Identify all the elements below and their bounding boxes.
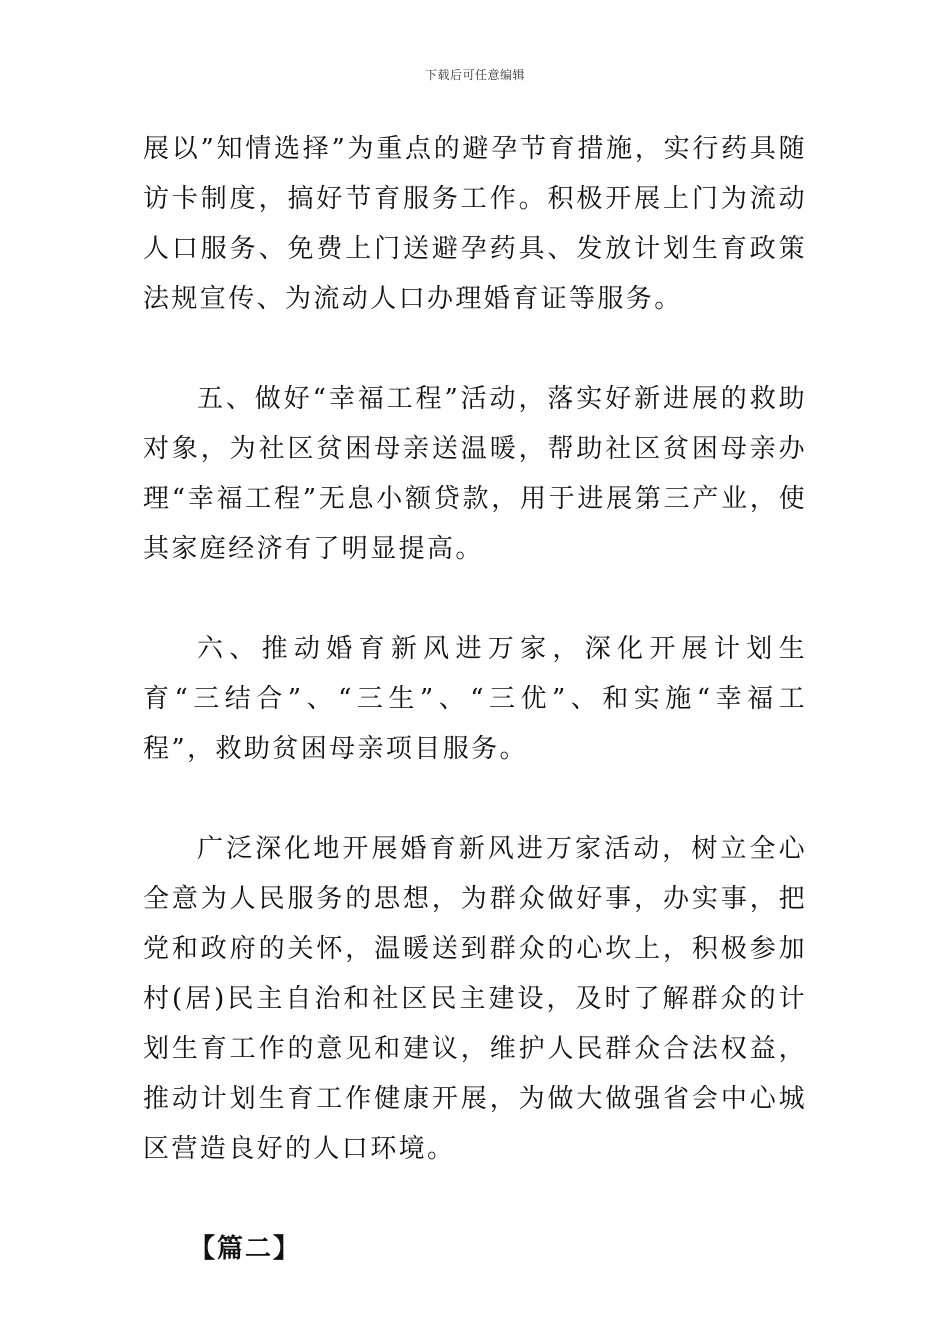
paragraph-item-six: 六、推动婚育新风进万家，深化开展计划生育“三结合”、“三生”、“三优”、和实施“幸福工程”，救助贫困母亲项目服务。 xyxy=(143,634,807,764)
paragraph-summary: 广泛深化地开展婚育新风进万家活动，树立全心全意为人民服务的思想，为群众做好事，办实事，把党和政府的关怀，温暖送到群众的心坎上，积极参加村(居)民主自治和社区民主建设，及时了解群众的计划生育工作的意见和建议，维护人民群众合法权益，推动计划生育工作健康开展，为做大做强省会中心城区营造良好的人口环境。 xyxy=(143,834,807,1164)
paragraph-item-five: 五、做好“幸福工程”活动，落实好新进展的救助对象，为社区贫困母亲送温暖，帮助社区贫困母亲办理“幸福工程”无息小额贷款，用于进展第三产业，使其家庭经济有了明显提高。 xyxy=(143,384,807,564)
document-body xyxy=(143,124,807,1274)
section-heading: 【篇二】 xyxy=(189,1234,302,1264)
paragraph-continuation: 展以”知情选择”为重点的避孕节育措施，实行药具随访卡制度，搞好节育服务工作。积极开展上门为流动人口服务、免费上门送避孕药具、发放计划生育政策法规宣传、为流动人口办理婚育证等服务。 xyxy=(143,134,807,314)
header-note: 下载后可任意编辑 xyxy=(424,68,525,82)
